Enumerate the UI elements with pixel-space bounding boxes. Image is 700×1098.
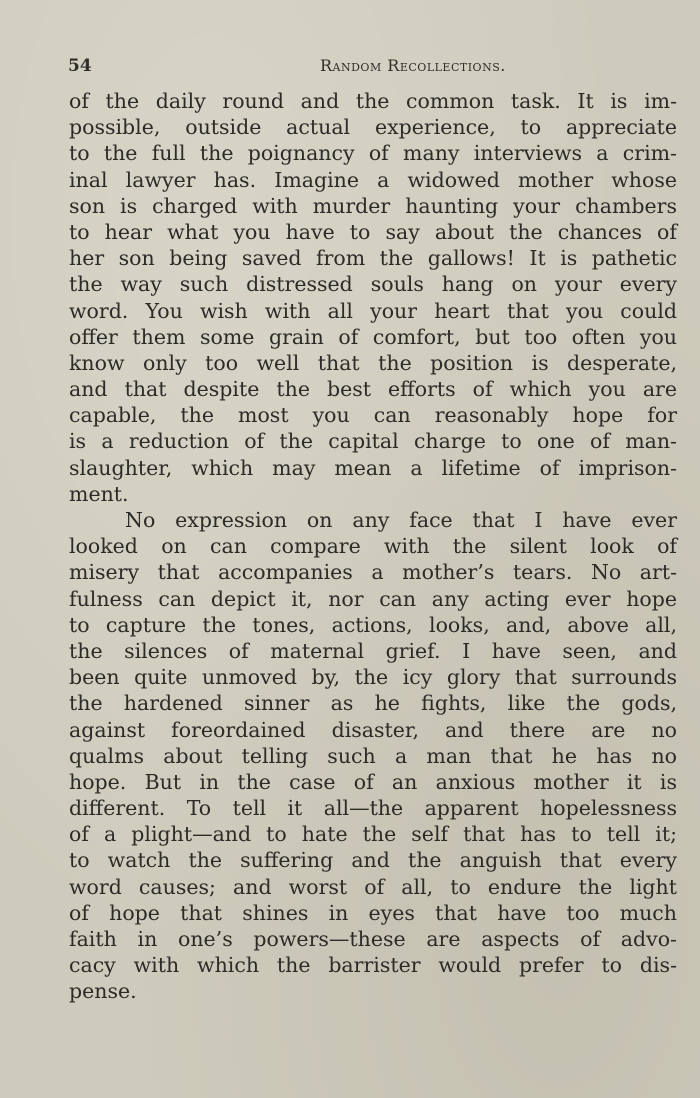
text-line: to capture the tones, actions, looks, and, above all, — [69, 612, 677, 637]
text-line: ment. — [69, 481, 129, 506]
text-line: against foreordained disaster, and there are no — [69, 717, 677, 742]
text-line: possible, outside actual experience, to appreciate — [69, 115, 677, 140]
text-line: word. You wish with all your heart that you could — [69, 298, 677, 323]
text-line: been quite unmoved by, the icy glory that surrounds — [69, 665, 677, 690]
text-line: inal lawyer has. Imagine a widowed mother whose — [69, 167, 677, 192]
paragraph-1 — [69, 88, 677, 507]
text-line: fulness can depict it, nor can any acting ever hope — [69, 586, 677, 611]
text-line: hope. But in the case of an anxious mother it is — [69, 769, 677, 794]
text-line: the hardened sinner as he fights, like the gods, — [69, 691, 677, 716]
text-line: No expression on any face that I have ever — [125, 508, 677, 532]
text-line: capable, the most you can reasonably hope for — [69, 403, 677, 428]
text-line: faith in one’s powers—these are aspects of advo- — [69, 927, 677, 951]
text-line: to the full the poignancy of many interviews a crim- — [69, 141, 677, 166]
text-line: cacy with which the barrister would prefer to dis- — [69, 953, 677, 978]
text-line: of a plight—and to hate the self that has to tell it; — [69, 822, 677, 847]
page-number: 54 — [68, 56, 92, 76]
text-line: and that despite the best efforts of which you are — [69, 377, 677, 402]
text-line: her son being saved from the gallows! It is pathetic — [69, 246, 677, 271]
text-line: is a reduction of the capital charge to one of man- — [69, 429, 677, 454]
text-line: offer them some grain of comfort, but too often you — [69, 324, 677, 349]
text-line: know only too well that the position is desperate, — [69, 350, 677, 375]
text-line: pense. — [69, 979, 137, 1004]
running-head — [68, 56, 676, 76]
running-title: Random Recollections. — [320, 56, 506, 75]
text-line: to hear what you have to say about the chances of — [69, 219, 677, 244]
text-line: word causes; and worst of all, to endure the light — [69, 874, 677, 899]
text-line: looked on can compare with the silent look of — [69, 534, 677, 559]
text-line: son is charged with murder haunting your chambers — [69, 193, 677, 218]
text-line: the silences of maternal grief. I have seen, and — [69, 638, 677, 663]
body-text — [69, 88, 677, 1005]
text-line: misery that accompanies a mother’s tears. No art- — [69, 560, 677, 585]
paragraph-2 — [69, 507, 677, 1005]
text-line: to watch the suffering and the anguish that every — [69, 848, 677, 873]
text-line: different. To tell it all—the apparent hopelessness — [69, 796, 677, 821]
text-line: qualms about telling such a man that he has no — [69, 743, 677, 768]
text-line: slaughter, which may mean a lifetime of imprison- — [69, 455, 677, 480]
text-line: of the daily round and the common task. It is im- — [69, 89, 677, 113]
text-line: of hope that shines in eyes that have too much — [69, 900, 677, 925]
text-line: the way such distressed souls hang on your every — [69, 272, 677, 297]
